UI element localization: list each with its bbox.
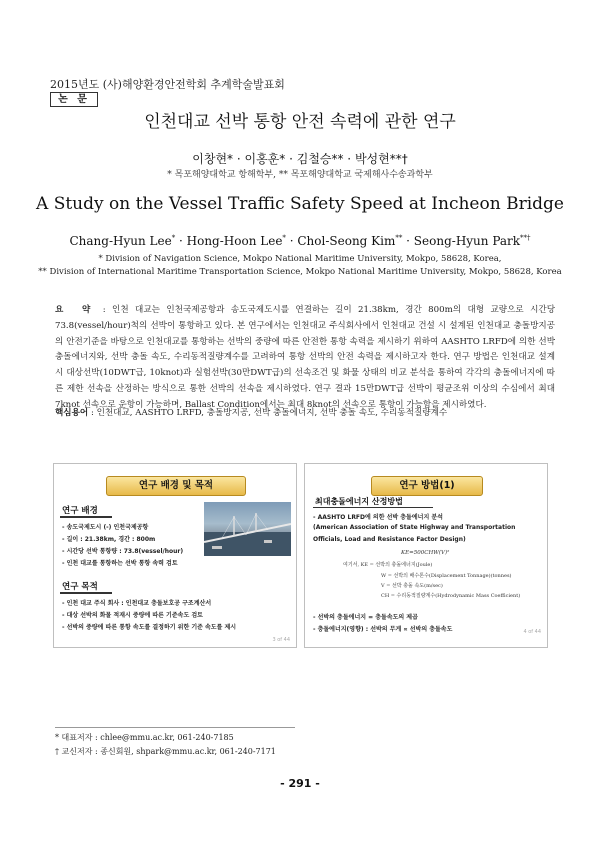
author-1: Chang-Hyun Lee	[69, 234, 172, 248]
title-korean: 인천대교 선박 통항 안전 속력에 관한 연구	[144, 112, 456, 132]
author-4: · Seong-Hyun Park	[402, 234, 521, 248]
author-1-mark: *	[171, 234, 176, 242]
section-underline	[313, 507, 433, 508]
footnote-divider	[55, 727, 295, 728]
page-number: - 291 -	[280, 777, 320, 790]
bg-item-4: - 인천 대교를 통항하는 선박 통항 속력 검토	[62, 560, 178, 567]
section-max-collision-energy: 최대충돌에너지 산정방법	[315, 497, 403, 506]
purpose-item-1: - 인천 대교 주식 회사 : 인천대교 충돌보호공 구조계산서	[62, 600, 212, 607]
author-4-mark: **†	[520, 234, 531, 242]
section-research-purpose: 연구 목적	[62, 582, 98, 592]
slide-2-heading: 연구 방법(1)	[371, 476, 483, 496]
abstract-label: 요 약	[55, 305, 97, 315]
bg-item-3: - 시간당 선박 통항량 : 73.8(vessel/hour)	[62, 548, 184, 555]
authors-korean: 이창현* · 이홍훈* · 김철승** · 박성현**†	[192, 152, 408, 166]
abstract-text: : 인천 대교는 인천국제공항과 송도국제도시를 연결하는 길이 21.38km, 경간 800m의 대형 교량으로 시간당 73.8(vessel/hour)척의 선박이 통항하고 있다. 본 연구에서는 인천대교 주식회사에서 인천대교 건설 시 설계된 인천대교 충돌방지공의 안전기준을 바탕으로 인천대교를 통항하는 선박의 중량에 따른 안전한 통항 속력을 제시하기 위하여 AASHTO LRFD에 의한 선박 충돌에너지와, 선박 충돌 속도, 수리동적질량계수를 고려하여 통항 선박의 안전 속력을 제시하고자 한다. 연구 방법은 인천대교 설계 시 대상선박(10DWT급, 10knot)과 실험선박(30만DWT급)의 선속조건 및 화물 상태의 비교 분석을 통하여 각각의 충돌에너지에 따른 제한 선속을 산정하는 방식으로 통한 선박의 선속을 제시하였다. 연구 결과 15만DWT급 선박이 평균조위 이상의 수심에서 최대 7knot 선속으로 운항이 가능하며, Ballast Condition에서는 최대 8knot의 선속으로 통항이 가능함을 제시하였다.	[55, 305, 555, 410]
title-english: A Study on the Vessel Traffic Safety Speed at Incheon Bridge	[36, 194, 564, 214]
footnote-author: * 대표저자 : chlee@mmu.ac.kr, 061-240-7185	[55, 733, 234, 742]
affiliation-english-1: * Division of Navigation Science, Mokpo National Maritime University, Mokpo, 58628, Korea,	[98, 254, 502, 264]
author-2: · Hong-Hoon Lee	[175, 234, 283, 248]
section-research-background: 연구 배경	[62, 506, 98, 516]
keywords-text: : 인천대교, AASHTO LRFD, 충돌방지공, 선박 충돌에너지, 선박 충돌 속도, 수리동적질량계수	[90, 408, 448, 418]
article-type-tag: 논 문	[50, 92, 98, 107]
author-3-mark: **	[395, 234, 403, 242]
footnote-corresponding: † 교신저자 : 종신회원, shpark@mmu.ac.kr, 061-240-7171	[55, 747, 276, 756]
method-bullet-2: - 충돌에너지(영향) : 선박의 무게 ∝ 선박의 충돌속도	[313, 626, 453, 633]
affiliation-korean: * 목포해양대학교 항해학부, ** 목포해양대학교 국제해사수송과학부	[167, 170, 433, 180]
slide-research-method	[304, 463, 548, 648]
affiliation-english-2: ** Division of International Maritime Transportation Science, Mokpo National Maritime University, Mokpo, 58628, Korea	[38, 267, 562, 277]
formula-def-1: 여기서, KE = 선박의 충돌에너지(Joule)	[343, 562, 433, 568]
section-underline	[60, 592, 112, 594]
method-line-1: - AASHTO LRFD에 의한 선박 충돌에너지 분석	[313, 514, 443, 521]
formula-def-4: CH = 수리동적질량계수(Hydrodynamic Mass Coefficient)	[381, 593, 521, 599]
formula-def-3: V = 선박 충돌 속도(m/sec)	[381, 583, 443, 589]
bg-item-1: - 송도국제도시 (-) 인천국제공항	[62, 524, 149, 531]
purpose-item-2: - 대상 선박의 화물 적재시 중량에 따른 기준속도 검토	[62, 612, 203, 619]
method-line-3: Officials, Load and Resistance Factor Design)	[313, 536, 466, 543]
collision-energy-formula: KE=500CHW(V)²	[401, 550, 450, 556]
abstract	[55, 303, 555, 414]
method-bullet-1: - 선박의 충돌에너지 = 충돌속도의 제곱	[313, 614, 418, 621]
author-3: · Chol-Seong Kim	[285, 234, 396, 248]
conference-name: 2015년도 (사)해양환경안전학회 추계학술발표회	[50, 78, 285, 91]
section-underline	[60, 516, 112, 518]
slide-1-heading: 연구 배경 및 목적	[106, 476, 246, 496]
formula-def-2: W = 선박의 배수톤수(Displacement Tonnage)(tonnes)	[381, 573, 512, 579]
bridge-photo	[204, 502, 291, 556]
slide-research-background	[53, 463, 297, 648]
keywords	[55, 406, 555, 418]
method-line-2: (American Association of State Highway and Transportation	[313, 524, 516, 531]
keywords-label: 핵심용어	[55, 408, 89, 418]
slide-2-page-number: 4 of 44	[523, 629, 541, 635]
slide-1-page-number: 3 of 44	[272, 637, 290, 643]
author-2-mark: *	[282, 234, 286, 242]
bg-item-2: - 길이 : 21.38km, 경간 : 800m	[62, 536, 156, 543]
authors-english	[0, 234, 600, 248]
purpose-item-3: - 선박의 중량에 따른 통항 속도를 결정하기 위한 기준 속도를 제시	[62, 624, 237, 631]
